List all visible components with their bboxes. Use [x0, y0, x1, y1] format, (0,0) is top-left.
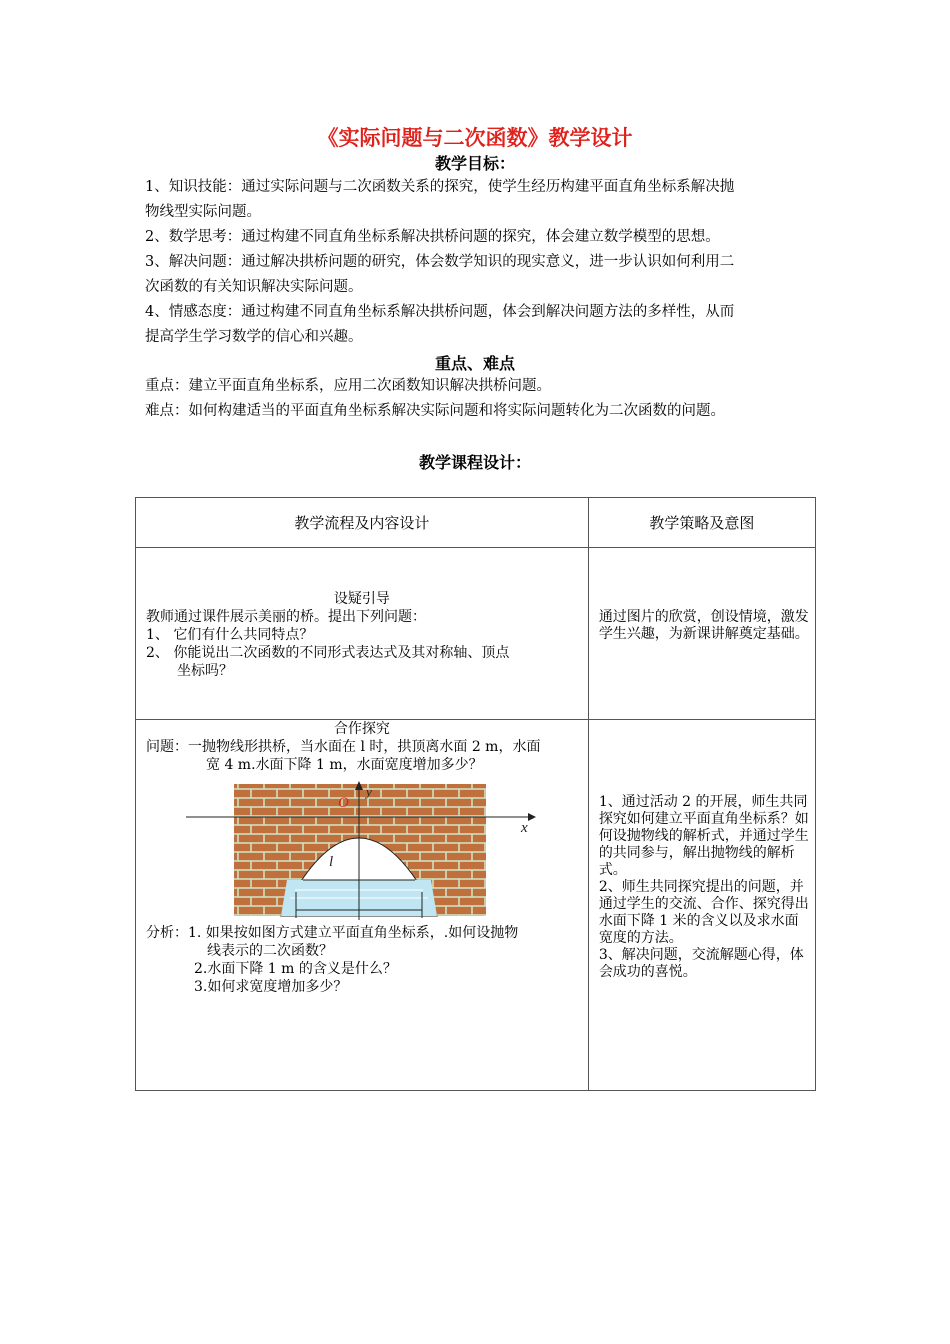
row1-intro: 教师通过课件展示美丽的桥。提出下列问题： — [146, 609, 426, 625]
x-axis-arrow — [528, 813, 536, 821]
col1-header: 教学流程及内容设计 — [136, 498, 589, 548]
row1-question-2-cont: 坐标吗？ — [177, 663, 233, 679]
row2-problem: 问题：一抛物线形拱桥，当水面在 l 时，拱顶离水面 2 m，水面 — [146, 739, 541, 755]
table-header-row — [136, 498, 816, 548]
key-point: 重点：建立平面直角坐标系，应用二次函数知识解决拱桥问题。 — [145, 378, 551, 394]
row2-strategy-cell — [588, 720, 815, 1091]
y-axis-label: y — [366, 784, 372, 799]
objective-line: 4、情感态度：通过构建不同直角坐标系解决拱桥问题，体会到解决问题方法的多样性，从而 — [145, 304, 735, 320]
row1-question-1: 1、 它们有什么共同特点？ — [146, 627, 314, 643]
objective-line: 次函数的有关知识解决实际问题。 — [145, 279, 363, 295]
row2-analysis-cont: 线表示的二次函数？ — [207, 943, 333, 959]
table-row — [136, 548, 816, 720]
arch-bridge-figure — [186, 780, 546, 930]
objective-line: 提高学生学习数学的信心和兴趣。 — [145, 329, 363, 345]
row2-analysis-q3: 3.如何求宽度增加多少？ — [194, 979, 348, 995]
col2-header: 教学策略及意图 — [588, 498, 815, 548]
document-title: 《实际问题与二次函数》教学设计 — [317, 126, 633, 150]
objective-line: 1、知识技能：通过实际问题与二次函数关系的探究，使学生经历构建平面直角坐标系解决抛 — [145, 179, 735, 195]
objective-line: 3、解决问题：通过解决拱桥问题的研究，体会数学知识的现实意义，进一步认识如何利用二 — [145, 254, 735, 270]
row2-strategy-1: 1、通过活动 2 的开展，师生共同探究如何建立平面直角坐标系？如何设抛物线的解析式，并通过学生的共同参与，解出抛物线的解析式。 — [598, 794, 809, 878]
row1-question-2: 2、 你能说出二次函数的不同形式表达式及其对称轴、顶点 — [146, 645, 510, 661]
row1-strategy: 通过图片的欣赏，创设情境，激发学生兴趣，为新课讲解奠定基础。 — [598, 609, 809, 642]
table-row — [136, 720, 816, 1091]
objectives-list — [145, 175, 815, 350]
objective-line: 2、数学思考：通过构建不同直角坐标系解决拱桥问题的探究，体会建立数学模型的思想。 — [145, 229, 720, 245]
keypoints-heading: 重点、难点 — [434, 354, 515, 373]
origin-label: O — [338, 795, 349, 811]
row2-analysis-q2: 2.水面下降 1 m 的含义是什么？ — [194, 961, 397, 977]
objectives-heading: 教学目标： — [434, 154, 515, 173]
x-axis-label: x — [521, 820, 528, 836]
row2-problem-cont: 宽 4 m.水面下降 1 m，水面宽度增加多少？ — [206, 757, 483, 773]
row1-subtitle: 设疑引导 — [333, 591, 390, 607]
course-heading: 教学课程设计： — [418, 453, 531, 472]
row1-strategy-cell — [588, 548, 815, 720]
course-design-table — [135, 497, 816, 1091]
water-level-label: l — [329, 854, 334, 870]
row2-analysis: 分析：1. 如果按如图方式建立平面直角坐标系，.如何设抛物 — [146, 925, 519, 941]
row2-strategy-2: 2、师生共同探究提出的问题，并通过学生的交流、合作、探究得出水面下降 1 米的含义以及求水面宽度的方法。 — [598, 879, 809, 946]
row2-content-cell — [136, 720, 589, 1091]
row2-strategy-3: 3、解决问题，交流解题心得，体会成功的喜悦。 — [598, 947, 804, 980]
difficult-point: 难点：如何构建适当的平面直角坐标系解决实际问题和将实际问题转化为二次函数的问题。 — [145, 403, 725, 419]
row1-content-cell — [136, 548, 589, 720]
row2-subtitle: 合作探究 — [333, 721, 390, 737]
objective-line: 物线型实际问题。 — [145, 204, 261, 220]
keypoints-text — [145, 374, 815, 424]
